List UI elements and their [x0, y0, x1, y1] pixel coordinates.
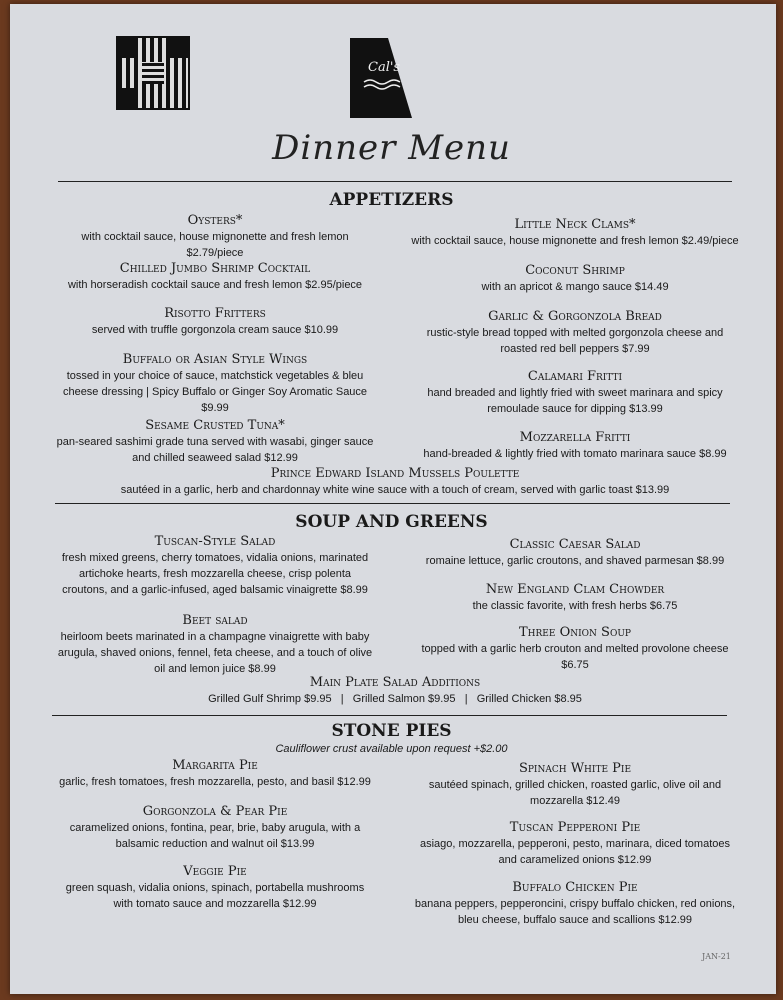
item-desc: garlic, fresh tomatoes, fresh mozzarella, pesto, and basil $12.99 [59, 776, 371, 788]
date-code: JAN-21 [702, 952, 731, 961]
item-desc: hand-breaded & lightly fried with tomato marinara sauce $8.99 [423, 448, 727, 460]
item-name: Garlic & Gorgonzola Bread [488, 309, 662, 324]
logo-text: Cal's [368, 60, 401, 75]
item-name: Sesame Crusted Tuna* [145, 418, 285, 433]
item-desc: sautéed spinach, grilled chicken, roasted garlic, olive oil and mozzarella $12.49 [428, 779, 722, 807]
menu-item-risotto-fritters [55, 306, 375, 338]
item-name: Spinach White Pie [518, 761, 632, 776]
menu-item-spinach-pie [410, 761, 740, 809]
menu-item-clam-chowder [410, 582, 740, 614]
item-desc: caramelized onions, fontina, pear, brie, baby arugula, with a balsamic reduction and walnut oil $13.99 [69, 822, 361, 850]
item-name: Three Onion Soup [519, 625, 631, 640]
pies-heading: STONE PIES [331, 721, 452, 741]
menu-item-clams [410, 217, 740, 249]
menu-title: Dinner Menu [272, 128, 511, 168]
soup-heading: SOUP AND GREENS [295, 512, 488, 532]
item-desc: with cocktail sauce, house mignonette and fresh lemon $2.79/piece [81, 231, 349, 259]
item-name: Coconut Shrimp [525, 263, 625, 278]
item-name: Calamari Fritti [527, 369, 623, 384]
menu-item-salad-additions [60, 675, 730, 707]
item-desc: the classic favorite, with fresh herbs $6.75 [472, 600, 678, 612]
item-desc: served with truffle gorgonzola cream sauce $10.99 [91, 324, 339, 336]
item-desc: romaine lettuce, garlic croutons, and shaved parmesan $8.99 [425, 555, 725, 567]
item-name: Margarita Pie [172, 758, 258, 773]
menu-item-oysters [55, 213, 375, 261]
item-name: Buffalo Chicken Pie [512, 880, 638, 895]
menu-item-coconut-shrimp [410, 263, 740, 295]
menu-item-mozzarella-fritti [410, 430, 740, 462]
item-desc: rustic-style bread topped with melted gorgonzola cheese and roasted red bell peppers $7.99 [426, 327, 724, 355]
item-name: Veggie Pie [183, 864, 247, 879]
item-desc: sautéed in a garlic, herb and chardonnay white wine sauce with a touch of cream, served with garlic toast $13.99 [120, 484, 670, 496]
menu-item-beet-salad [55, 613, 375, 677]
menu-item-wings [55, 352, 375, 416]
divider [52, 715, 727, 716]
item-desc: topped with a garlic herb crouton and melted provolone cheese $6.75 [421, 643, 729, 671]
qr-code[interactable] [118, 38, 188, 108]
menu-item-margarita-pie [55, 758, 375, 790]
cals-logo [350, 38, 412, 118]
item-desc: banana peppers, pepperoncini, crispy buffalo chicken, red onions, bleu cheese, buffalo sauce and scallions $12.99 [414, 898, 736, 926]
divider [55, 503, 730, 504]
menu-item-calamari [410, 369, 740, 417]
item-desc: tossed in your choice of sauce, matchstick vegetables & bleu cheese dressing | Spicy Buffalo or Ginger Soy Aromatic Sauce $9.99 [62, 370, 368, 414]
menu-item-tuna [55, 418, 375, 466]
item-desc: hand breaded and lightly fried with sweet marinara and spicy remoulade sauce for dipping $13.99 [427, 387, 723, 415]
item-name: New England Clam Chowder [485, 582, 665, 597]
menu-item-tuscan-salad [55, 534, 375, 598]
item-desc: with cocktail sauce, house mignonette and fresh lemon $2.49/piece [411, 235, 739, 247]
item-name: Little Neck Clams* [514, 217, 636, 232]
item-name: Main Plate Salad Additions [309, 675, 481, 690]
item-name: Tuscan Pepperoni Pie [509, 820, 641, 835]
item-name: Chilled Jumbo Shrimp Cocktail [119, 261, 311, 276]
item-desc: pan-seared sashimi grade tuna served with wasabi, ginger sauce and chilled seaweed salad $12.99 [56, 436, 374, 464]
item-desc: asiago, mozzarella, pepperoni, pesto, marinara, diced tomatoes and caramelized onions $12.99 [419, 838, 730, 866]
menu-item-shrimp-cocktail [55, 261, 375, 293]
item-name: Tuscan-Style Salad [154, 534, 276, 549]
cauliflower-note: Cauliflower crust available upon request +$2.00 [275, 743, 508, 755]
item-name: Gorgonzola & Pear Pie [142, 804, 288, 819]
item-name: Beet salad [182, 613, 248, 628]
menu-item-mussels [60, 466, 730, 498]
item-name: Risotto Fritters [164, 306, 266, 321]
item-name: Buffalo or Asian Style Wings [122, 352, 308, 367]
menu-item-caesar-salad [410, 537, 740, 569]
item-desc: fresh mixed greens, cherry tomatoes, vidalia onions, marinated artichoke hearts, fresh mozzarella cheese, crisp polenta croutons, and a garlic-infused, aged balsamic vinaigrette $8.99 [61, 552, 369, 596]
menu-item-onion-soup [410, 625, 740, 673]
item-name: Mozzarella Fritti [519, 430, 631, 445]
menu-item-garlic-bread [410, 309, 740, 357]
item-name: Classic Caesar Salad [509, 537, 641, 552]
item-name: Oysters* [187, 213, 243, 228]
item-desc: green squash, vidalia onions, spinach, portabella mushrooms with tomato sauce and mozzarella $12.99 [65, 882, 365, 910]
menu-item-pepperoni-pie [410, 820, 740, 868]
item-desc: with horseradish cocktail sauce and fresh lemon $2.95/piece [67, 279, 363, 291]
item-desc: with an apricot & mango sauce $14.49 [481, 281, 669, 293]
item-name: Prince Edward Island Mussels Poulette [270, 466, 520, 481]
item-desc: heirloom beets marinated in a champagne vinaigrette with baby arugula, shaved onions, fennel, feta cheese, and a touch of olive oil and lemon juice $8.99 [57, 631, 373, 675]
divider [58, 181, 732, 182]
menu-item-veggie-pie [55, 864, 375, 912]
item-desc: Grilled Gulf Shrimp $9.95 | Grilled Salmon $9.95 | Grilled Chicken $8.95 [208, 693, 582, 705]
menu-item-buffalo-pie [410, 880, 740, 928]
menu-item-gorgonzola-pie [55, 804, 375, 852]
appetizers-heading: APPETIZERS [329, 190, 454, 210]
